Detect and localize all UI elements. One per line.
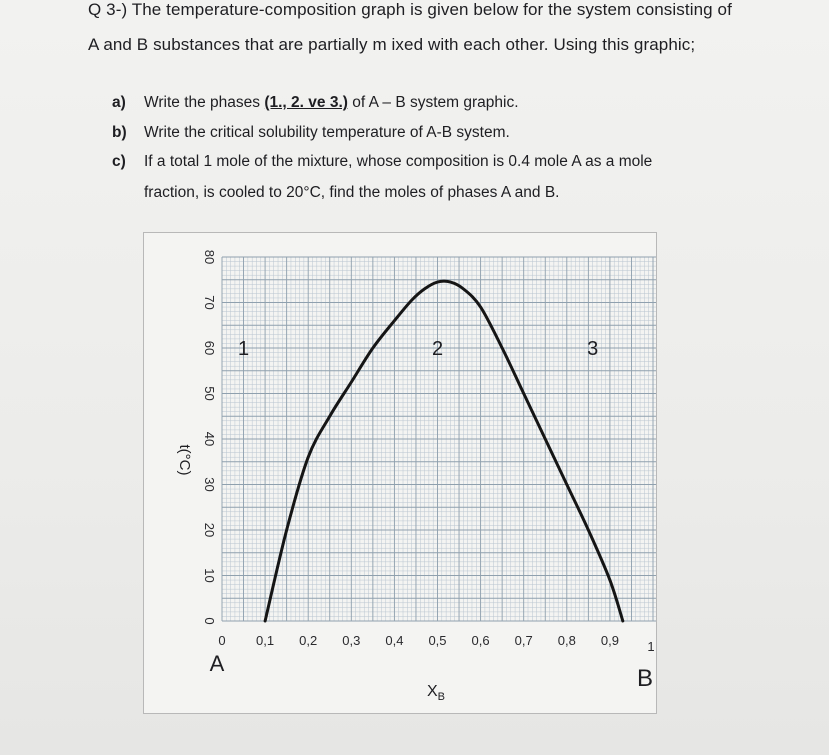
y-tick-labels <box>202 250 217 625</box>
item-a-text-post: of A – B system graphic. <box>347 94 519 111</box>
x-tick-label: 0 <box>218 633 226 648</box>
x-tick-label: 0,6 <box>471 633 490 648</box>
x-tick-label: 0,3 <box>342 633 361 648</box>
y-tick-label: 70 <box>202 295 217 310</box>
x-tick-label: 0,7 <box>514 633 533 648</box>
region-label-2: 2 <box>431 337 444 360</box>
question-line-1: Q 3-) The temperature-composition graph is given below for the system consisting of <box>88 0 732 19</box>
end-label-b: B <box>636 665 653 692</box>
y-tick-label: 80 <box>202 249 217 265</box>
item-b-text: Write the critical solubility temperature of A-B system. <box>144 124 510 141</box>
x-tick-label: 0,2 <box>299 633 318 648</box>
end-label-a: A <box>209 651 225 676</box>
x-tick-label: 1 <box>647 639 655 654</box>
x-tick-label: 0,1 <box>256 633 275 648</box>
y-tick-label: 40 <box>202 431 217 447</box>
x-axis-label <box>427 683 445 703</box>
phase-diagram-chart <box>144 233 656 713</box>
x-tick-label: 0,9 <box>600 633 619 648</box>
item-c <box>112 153 652 171</box>
y-tick-label: 20 <box>202 522 217 538</box>
x-tick-labels <box>218 633 654 654</box>
question-line-2: A and B substances that are partially m ixed with each other. Using this graphic; <box>88 35 696 54</box>
item-c-continuation: fraction, is cooled to 20°C, find the moles of phases A and B. <box>144 184 560 201</box>
y-tick-label: 30 <box>202 477 217 492</box>
y-tick-label: 0 <box>202 617 217 625</box>
x-axis-label-main: X <box>426 683 438 700</box>
item-c-text: If a total 1 mole of the mixture, whose composition is 0.4 mole A as a mole <box>144 153 653 170</box>
x-tick-label: 0,4 <box>385 633 404 648</box>
x-tick-label: 0,8 <box>557 633 576 648</box>
region-label-1: 1 <box>237 337 250 360</box>
y-tick-label: 60 <box>202 340 217 356</box>
y-tick-label: 10 <box>202 568 217 583</box>
item-b <box>112 124 510 142</box>
item-a-underlined: (1., 2. ve 3.) <box>264 94 348 111</box>
item-c-label: c) <box>112 153 126 170</box>
item-a-text-pre: Write the phases <box>144 94 265 111</box>
phase-diagram-figure <box>143 232 657 714</box>
item-b-label: b) <box>112 124 127 141</box>
solubility-curve <box>265 281 623 621</box>
region-labels <box>238 338 598 360</box>
item-a <box>112 94 519 112</box>
x-axis-label-sub: B <box>437 691 446 703</box>
region-label-3: 3 <box>587 337 599 360</box>
y-tick-label: 50 <box>202 386 217 401</box>
y-axis-label: t(°C) <box>176 444 193 476</box>
x-tick-label: 0,5 <box>428 633 447 648</box>
item-a-label: a) <box>112 94 126 111</box>
